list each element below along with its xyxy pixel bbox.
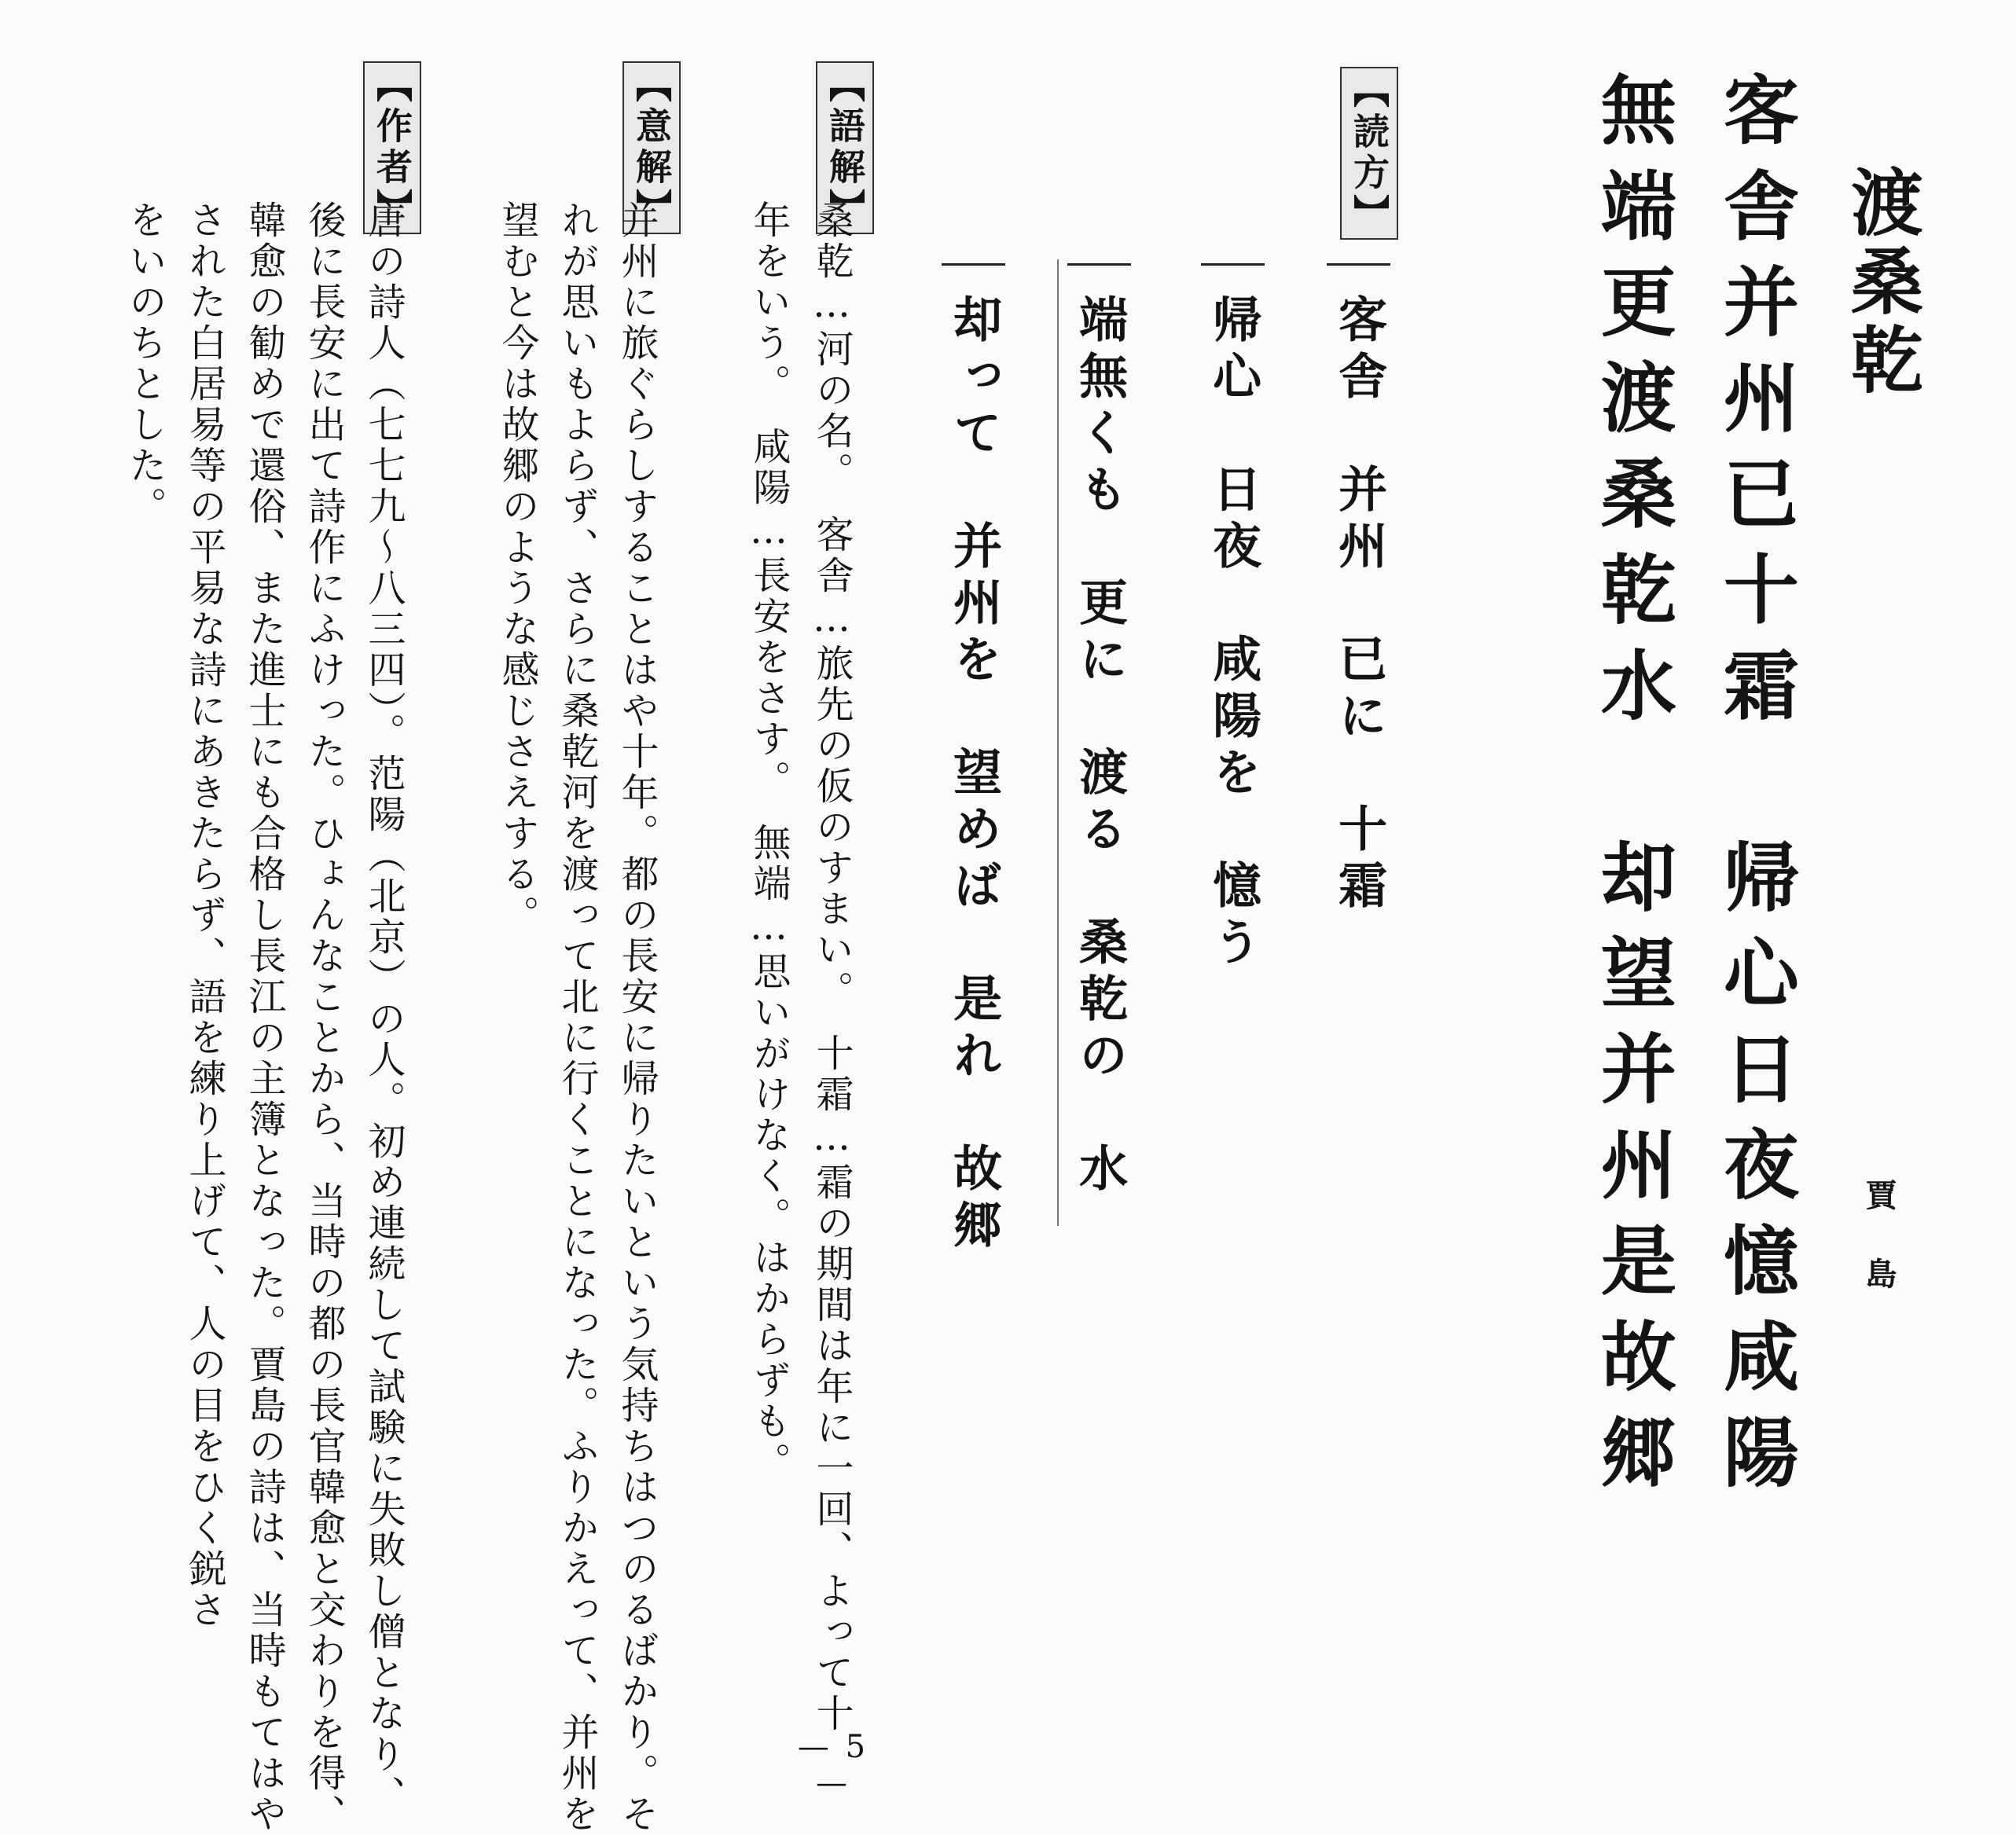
ikai-text-col-2: れが思いもよらず、さらに桑乾河を渡って北に行くことになった。ふりかえって、并州を bbox=[555, 200, 599, 1835]
gokai-text-col-2: 年をいう。 咸陽…長安をさす。 無端…思いがけなく。はからずも。 bbox=[747, 200, 791, 1483]
gokai-text-col-1: 桑乾…河の名。 客舎…旅先の仮のすまい。 十霜…霜の期間は年に一回、よって十 bbox=[810, 200, 854, 1734]
reading-line-2: 帰心 日夜 咸陽を 憶う bbox=[1201, 263, 1265, 973]
poem-title: 渡桑乾 bbox=[1839, 165, 1924, 401]
poem-line-2: 無端更渡桑乾水 却望并州是故郷 bbox=[1588, 71, 1678, 1509]
ikai-text-col-1: 并州に旅ぐらしすることはや十年。都の長安に帰りたいという気持ちはつのるばかり。そ bbox=[615, 200, 659, 1835]
sakusha-text-col-4: された白居易等の平易な詩にあきたらず、語を練り上げて、人の目をひく鋭さ bbox=[182, 200, 226, 1631]
label-yomikata: 【読方】 bbox=[1340, 67, 1398, 240]
label-ikai: 【意解】 bbox=[622, 61, 681, 234]
page-number: — 5 — bbox=[797, 1729, 869, 1801]
sakusha-text-col-5: をいのちとした。 bbox=[123, 200, 167, 527]
reading-line-1: 客舎 并州 已に 十霜 bbox=[1327, 263, 1390, 916]
reading-line-3: 端無くも 更に 渡る 桑乾の 水 bbox=[1067, 263, 1131, 1199]
ikai-text-col-3: 望むと今は故郷のような感じさえする。 bbox=[495, 200, 539, 936]
sakusha-text-col-2: 後に長安に出て詩作にふけった。ひょんなことから、当時の都の長官韓愈と交わりを得、 bbox=[302, 200, 346, 1835]
label-gokai: 【語解】 bbox=[816, 61, 874, 234]
sakusha-text-col-1: 唐の詩人（七七九～八三四）。范陽（北京）の人。初め連続して試験に失敗し僧となり、 bbox=[362, 200, 406, 1816]
section-divider bbox=[1057, 259, 1059, 1226]
poem-line-1: 客舎并州已十霜 帰心日夜憶咸陽 bbox=[1711, 71, 1801, 1509]
reading-line-4: 却って 并州を 望めば 是れ 故郷 bbox=[942, 263, 1005, 1256]
sakusha-text-col-3: 韓愈の勧めで還俗、また進士にも合格し長江の主簿となった。賈島の詩は、当時もてはや bbox=[242, 200, 286, 1835]
poem-author: 賈島 bbox=[1860, 1179, 1897, 1336]
label-sakusha: 【作者】 bbox=[363, 61, 421, 234]
